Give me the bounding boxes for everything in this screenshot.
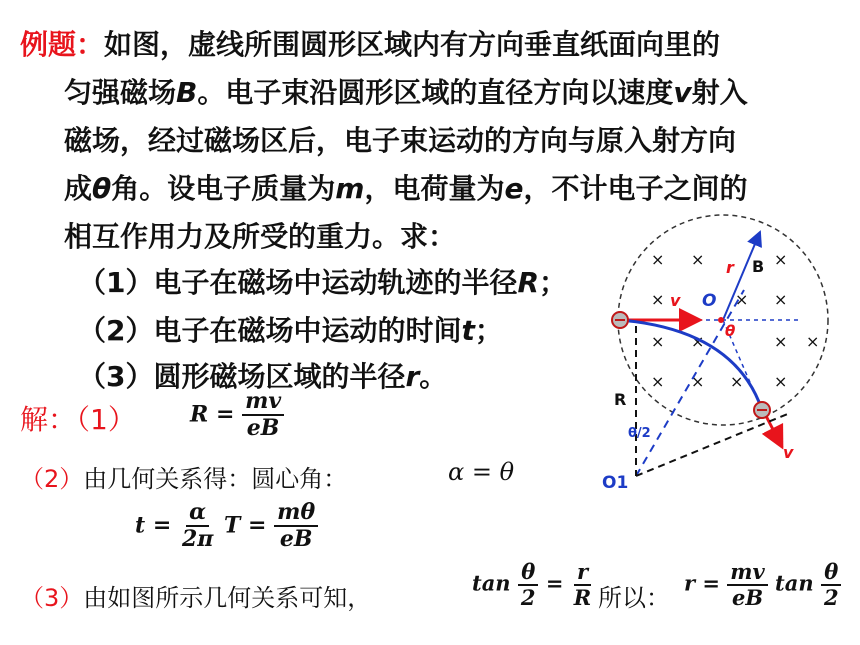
- solution-1-number: （1）: [76, 403, 136, 436]
- var-t: t: [461, 314, 475, 347]
- problem-line-3: 磁场，经过磁场区后，电子束运动的方向与原入射方向: [64, 124, 737, 157]
- formula-r-lhs: r =: [684, 570, 720, 596]
- solution-2-text: 由几何关系得：圆心角：: [83, 465, 348, 493]
- field-cross: ×: [691, 372, 705, 391]
- frac-den: eB: [279, 526, 313, 553]
- field-cross: ×: [691, 250, 705, 269]
- example-label: 例题：: [20, 28, 105, 61]
- solution-3-text: 由如图所示几何关系可知，: [83, 584, 372, 612]
- var-v: v: [673, 76, 692, 109]
- field-cross: ×: [735, 290, 749, 309]
- so-label: 所以：: [598, 584, 670, 612]
- problem-line-5: 相互作用力及所受的重力。求：: [64, 220, 457, 253]
- label-v-in: v: [670, 291, 681, 310]
- var-theta: θ: [92, 172, 112, 205]
- problem-text-1: 如图，虚线所围圆形区域内有方向垂直纸面向里的: [104, 28, 721, 61]
- field-cross: ×: [691, 332, 705, 351]
- field-cross: ×: [774, 290, 788, 309]
- field-cross: ×: [730, 372, 744, 391]
- frac-den: eB: [246, 415, 280, 442]
- frac-den: 2: [823, 585, 839, 611]
- problem-text-4d: ，不计电子之间的: [523, 172, 748, 205]
- question-1-text: （1）电子在磁场中运动轨迹的半径: [78, 266, 518, 299]
- question-3-text: （3）圆形磁场区域的半径: [78, 360, 406, 393]
- frac-num: mv: [727, 560, 767, 586]
- field-cross: ×: [774, 250, 788, 269]
- problem-text-4a: 成: [64, 172, 93, 205]
- frac-num: α: [186, 500, 209, 527]
- frac-den: eB: [731, 585, 764, 611]
- solution-3-number: （3）: [20, 584, 84, 612]
- var-e: e: [504, 172, 524, 205]
- var-R: R: [517, 266, 540, 299]
- frac-num: θ: [821, 560, 841, 586]
- field-cross: ×: [651, 290, 665, 309]
- problem-text-4b: 角。设电子质量为: [111, 172, 336, 205]
- problem-text-2c: 射入: [691, 76, 748, 109]
- field-cross: ×: [651, 250, 665, 269]
- formula-R-lhs: R =: [190, 401, 235, 428]
- label-half-theta: θ/2: [628, 426, 651, 441]
- formula-t-lhs: t =: [135, 512, 172, 539]
- question-3-end: 。: [419, 360, 448, 393]
- var-r: r: [405, 360, 420, 393]
- field-cross: ×: [774, 372, 788, 391]
- solution-label-text: 解：: [20, 403, 77, 436]
- label-theta: θ: [725, 322, 736, 340]
- frac-num: mv: [242, 389, 284, 416]
- frac-den: 2: [520, 585, 536, 611]
- field-cross: ×: [651, 372, 665, 391]
- frac-den: 2π: [181, 526, 214, 553]
- solution-2-number: （2）: [20, 465, 84, 493]
- label-v-out: v: [783, 443, 794, 462]
- var-m: m: [335, 172, 365, 205]
- question-2-end: ；: [474, 314, 503, 347]
- frac-den: R: [573, 585, 592, 611]
- equals-sign: =: [545, 570, 564, 596]
- problem-text-2a: 匀强磁场: [64, 76, 177, 109]
- label-B: B: [752, 257, 765, 276]
- tan-label: tan: [472, 570, 511, 596]
- tan-label-2: tan: [775, 570, 814, 596]
- question-2-text: （2）电子在磁场中运动的时间: [78, 314, 462, 347]
- formula-T-eq: T =: [224, 512, 267, 539]
- frac-num: θ: [518, 560, 538, 586]
- label-r: r: [726, 258, 734, 277]
- field-cross: ×: [651, 332, 665, 351]
- center-point-O: [718, 317, 724, 323]
- field-cross: ×: [774, 332, 788, 351]
- problem-text-4c: ，电荷量为: [364, 172, 505, 205]
- label-O: O: [702, 291, 717, 311]
- label-R: R: [614, 390, 627, 409]
- frac-num: r: [574, 560, 591, 586]
- question-1-end: ；: [539, 266, 568, 299]
- frac-num: mθ: [274, 500, 318, 527]
- label-O1: O1: [602, 473, 629, 493]
- field-cross: ×: [806, 332, 820, 351]
- var-B: B: [176, 76, 198, 109]
- angle-equation: α = θ: [448, 458, 515, 486]
- problem-text-2b: 。电子束沿圆形区域的直径方向以速度: [197, 76, 674, 109]
- radius-R-line-2: [636, 413, 790, 476]
